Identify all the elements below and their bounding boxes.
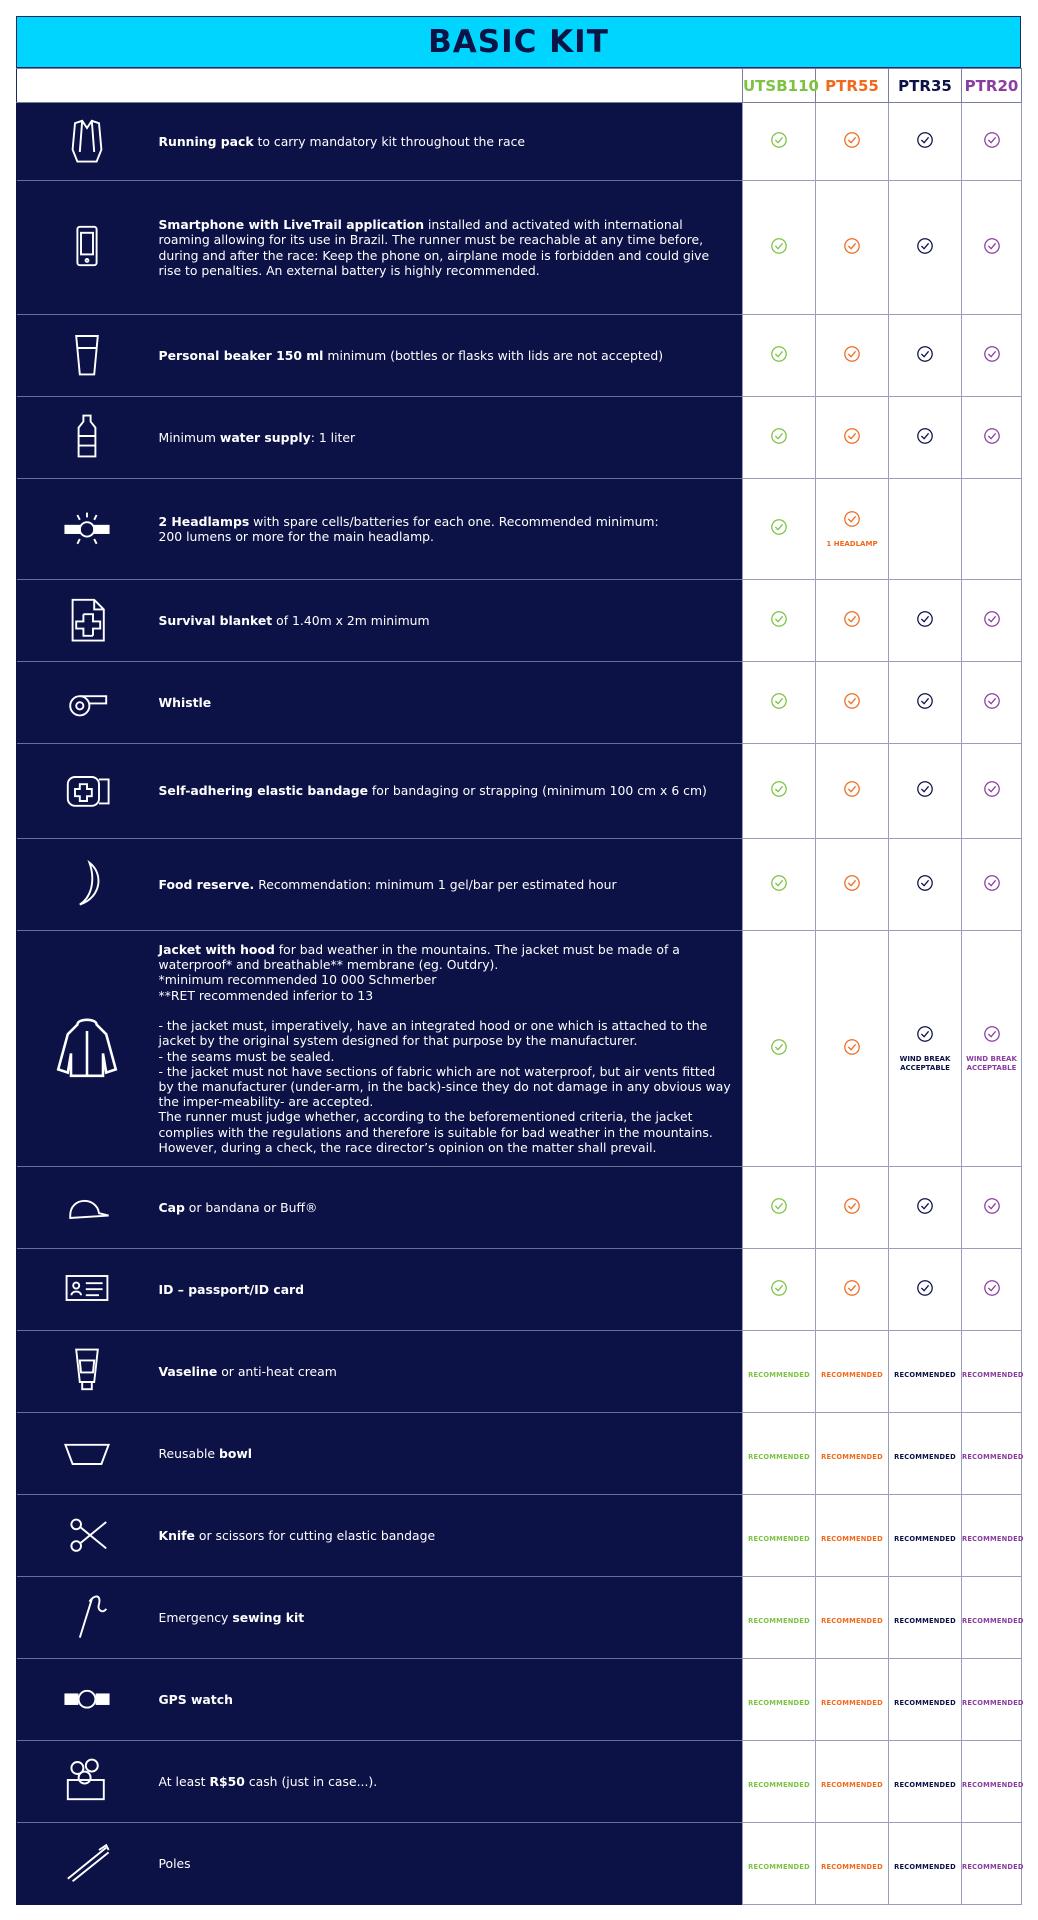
status-cell-ptr55 (816, 181, 889, 315)
check-icon (983, 874, 1001, 892)
icon-cell (17, 580, 157, 662)
header-row (17, 69, 1022, 103)
item-name: Cap (158, 1199, 185, 1215)
status-cell-ptr55 (816, 479, 889, 580)
status-cell-ptr35 (889, 1413, 962, 1495)
check-icon (770, 1038, 788, 1056)
kit-row (17, 1577, 1022, 1659)
item-description (157, 1741, 743, 1823)
status-cell-ptr35 (889, 315, 962, 397)
check-icon (843, 237, 861, 255)
status-cell-utsb110 (743, 662, 816, 744)
status-cell-ptr20 (962, 103, 1022, 181)
recommended-label: RECOMMENDED (748, 1371, 810, 1379)
status-cell-ptr35 (889, 1823, 962, 1905)
kit-row (17, 479, 1022, 580)
check-icon (983, 427, 1001, 445)
icon-cell (17, 662, 157, 744)
cream-tube-icon (63, 1346, 111, 1394)
cap-icon (63, 1182, 111, 1230)
check-icon (983, 131, 1001, 149)
kit-row (17, 1249, 1022, 1331)
status-cell-utsb110 (743, 1167, 816, 1249)
item-text (159, 613, 735, 628)
item-name: bowl (218, 1445, 253, 1461)
check-icon (916, 610, 934, 628)
item-pre: At least (158, 1773, 210, 1789)
status-cell-ptr55 (816, 744, 889, 839)
check-icon (916, 1197, 934, 1215)
status-cell-ptr20 (962, 931, 1022, 1167)
recommended-label: RECOMMENDED (894, 1371, 956, 1379)
recommended-label: RECOMMENDED (748, 1863, 810, 1871)
survival-blanket-icon (63, 595, 111, 643)
check-icon (843, 874, 861, 892)
status-cell-ptr35 (889, 1249, 962, 1331)
check-icon (770, 427, 788, 445)
icon-cell (17, 1577, 157, 1659)
status-cell-ptr55 (816, 1495, 889, 1577)
water-bottle-icon (63, 412, 111, 460)
status-cell-ptr20 (962, 1331, 1022, 1413)
check-icon (770, 345, 788, 363)
icon-cell (17, 839, 157, 931)
check-icon (916, 345, 934, 363)
check-icon (843, 692, 861, 710)
status-cell-ptr20 (962, 181, 1022, 315)
item-text (159, 514, 735, 544)
check-icon (843, 1038, 861, 1056)
kit-row (17, 1331, 1022, 1413)
recommended-label: RECOMMENDED (894, 1453, 956, 1461)
check-icon (983, 345, 1001, 363)
check-icon (843, 780, 861, 798)
status-cell-ptr35 (889, 744, 962, 839)
kit-row (17, 315, 1022, 397)
item-description (157, 479, 743, 580)
icon-cell (17, 1413, 157, 1495)
check-icon (770, 874, 788, 892)
item-detail: installed and activated with international roaming allowing for its use in Brazil. The runner must be reachable at any time before, during and after the race: Keep the phone on, airplane mode is forbidden and could give rise to penalties. An external battery is highly recommended. (158, 217, 710, 278)
kit-row (17, 580, 1022, 662)
recommended-label: RECOMMENDED (821, 1535, 883, 1543)
status-cell-ptr20 (962, 839, 1022, 931)
item-description (157, 744, 743, 839)
check-icon (983, 1279, 1001, 1297)
status-cell-utsb110 (743, 580, 816, 662)
recommended-label: RECOMMENDED (894, 1781, 956, 1789)
id-card-icon (63, 1264, 111, 1312)
kit-row (17, 181, 1022, 315)
poles-icon (63, 1838, 111, 1886)
check-icon (770, 1279, 788, 1297)
check-icon (770, 692, 788, 710)
status-cell-ptr55 (816, 1249, 889, 1331)
status-cell-utsb110 (743, 397, 816, 479)
status-cell-ptr20 (962, 1413, 1022, 1495)
status-cell-ptr35 (889, 479, 962, 580)
race-header-1: PTR55 (816, 69, 889, 103)
status-cell-utsb110 (743, 1659, 816, 1741)
check-icon (916, 874, 934, 892)
check-icon (843, 1279, 861, 1297)
item-text (159, 134, 735, 149)
recommended-label: RECOMMENDED (748, 1453, 810, 1461)
icon-cell (17, 1741, 157, 1823)
icon-cell (17, 103, 157, 181)
item-detail: or anti-heat cream (217, 1363, 337, 1379)
check-icon (770, 1197, 788, 1215)
item-name: GPS watch (158, 1691, 233, 1707)
item-text (159, 877, 735, 892)
status-cell-utsb110 (743, 1495, 816, 1577)
status-cell-ptr35 (889, 1495, 962, 1577)
status-cell-utsb110 (743, 479, 816, 580)
item-text (159, 348, 735, 363)
item-description (157, 397, 743, 479)
item-name: sewing kit (232, 1609, 305, 1625)
kit-row (17, 662, 1022, 744)
item-description (157, 1823, 743, 1905)
status-cell-ptr20 (962, 1659, 1022, 1741)
race-header-2: PTR35 (889, 69, 962, 103)
status-cell-ptr55 (816, 103, 889, 181)
backpack-icon (63, 116, 111, 164)
status-cell-utsb110 (743, 1741, 816, 1823)
item-name: Vaseline (158, 1363, 218, 1379)
recommended-label: RECOMMENDED (821, 1371, 883, 1379)
kit-sheet (16, 16, 1024, 1905)
item-text (159, 1610, 735, 1625)
item-text (159, 1364, 735, 1379)
item-detail: cash (just in case...). (244, 1773, 378, 1789)
icon-cell (17, 1495, 157, 1577)
check-icon (843, 345, 861, 363)
item-name: Running pack (158, 133, 254, 149)
status-note: WIND BREAK ACCEPTABLE (899, 1054, 951, 1072)
item-name: Whistle (158, 694, 212, 710)
check-icon (916, 692, 934, 710)
kit-row (17, 1413, 1022, 1495)
item-name: Self-adhering elastic bandage (158, 783, 368, 799)
icon-cell (17, 1331, 157, 1413)
check-icon (983, 780, 1001, 798)
check-icon (843, 1197, 861, 1215)
status-cell-ptr55 (816, 931, 889, 1167)
status-cell-ptr35 (889, 1331, 962, 1413)
item-text (159, 942, 735, 1155)
check-icon (770, 237, 788, 255)
item-name: Jacket with hood (158, 942, 275, 958)
check-icon (983, 237, 1001, 255)
check-icon (843, 610, 861, 628)
kit-row (17, 1167, 1022, 1249)
check-icon (916, 237, 934, 255)
recommended-label: RECOMMENDED (962, 1617, 1024, 1625)
status-cell-ptr20 (962, 1741, 1022, 1823)
recommended-label: RECOMMENDED (962, 1863, 1024, 1871)
check-icon (843, 510, 861, 528)
item-text (159, 783, 735, 798)
status-cell-ptr35 (889, 839, 962, 931)
item-detail: of 1.40m x 2m minimum (272, 612, 430, 628)
check-icon (983, 1025, 1001, 1043)
page-title: BASIC KIT (16, 16, 1021, 68)
cash-icon (63, 1756, 111, 1804)
check-icon (983, 1197, 1001, 1215)
status-cell-ptr20 (962, 1577, 1022, 1659)
item-detail: minimum (bottles or flasks with lids are not accepted) (323, 347, 664, 363)
icon-cell (17, 1823, 157, 1905)
status-cell-ptr20 (962, 662, 1022, 744)
status-cell-ptr55 (816, 1331, 889, 1413)
kit-row (17, 1495, 1022, 1577)
status-cell-ptr55 (816, 315, 889, 397)
item-pre: Poles (158, 1856, 191, 1872)
recommended-label: RECOMMENDED (748, 1535, 810, 1543)
icon-cell (17, 1659, 157, 1741)
status-cell-utsb110 (743, 1577, 816, 1659)
recommended-label: RECOMMENDED (894, 1617, 956, 1625)
item-detail: for bad weather in the mountains. The jacket must be made of a waterproof* and breathable** membrane (eg. Outdry). *minimum recommended 10 000 Schmerber **RET recommended inferior to 13 - the jacket must, imperatively, have an integrated hood or one which is attached to the jacket by the original system designed for that purpose by the manufacturer. - the seams must be sealed. - the jacket must not have sections of fabric which are not waterproof, but air vents fitted by the manufacturer (under-arm, in the back)-since they do not damage in any obvious way the imper-meability- are accepted. The runner must judge whether, according to the beforementioned criteria, the jacket complies with the regulations and therefore is suitable for bad weather in the mountains. However, during a check, the race director’s opinion on the matter shall prevail. (158, 942, 731, 1155)
recommended-label: RECOMMENDED (962, 1535, 1024, 1543)
beaker-icon (63, 330, 111, 378)
item-description (157, 315, 743, 397)
recommended-label: RECOMMENDED (821, 1863, 883, 1871)
item-description (157, 103, 743, 181)
item-description (157, 1659, 743, 1741)
status-cell-ptr55 (816, 397, 889, 479)
item-name: R$50 (209, 1773, 245, 1789)
item-description (157, 931, 743, 1167)
recommended-label: RECOMMENDED (821, 1453, 883, 1461)
item-text (159, 1856, 735, 1871)
status-cell-ptr35 (889, 1659, 962, 1741)
recommended-label: RECOMMENDED (894, 1863, 956, 1871)
item-text (159, 1528, 735, 1543)
item-description (157, 839, 743, 931)
recommended-label: RECOMMENDED (962, 1781, 1024, 1789)
icon-cell (17, 181, 157, 315)
item-description (157, 1167, 743, 1249)
whistle-icon (63, 677, 111, 725)
item-name: Food reserve. (158, 876, 255, 892)
status-cell-ptr20 (962, 1823, 1022, 1905)
item-description (157, 1413, 743, 1495)
status-cell-ptr35 (889, 580, 962, 662)
recommended-label: RECOMMENDED (962, 1699, 1024, 1707)
item-detail: Recommendation: minimum 1 gel/bar per estimated hour (254, 876, 617, 892)
item-pre: Reusable (158, 1445, 219, 1461)
status-cell-ptr55 (816, 1659, 889, 1741)
icon-cell (17, 1167, 157, 1249)
race-header-3: PTR20 (962, 69, 1022, 103)
smartphone-icon (63, 222, 111, 270)
status-cell-ptr55 (816, 839, 889, 931)
status-cell-utsb110 (743, 1331, 816, 1413)
status-cell-utsb110 (743, 1249, 816, 1331)
status-cell-utsb110 (743, 1413, 816, 1495)
status-cell-ptr20 (962, 479, 1022, 580)
status-cell-ptr20 (962, 1167, 1022, 1249)
item-name: Smartphone with LiveTrail application (158, 217, 425, 233)
item-text (159, 1446, 735, 1461)
gps-watch-icon (63, 1674, 111, 1722)
check-icon (770, 610, 788, 628)
item-description (157, 1577, 743, 1659)
status-cell-ptr55 (816, 662, 889, 744)
kit-row (17, 103, 1022, 181)
item-text (159, 1200, 735, 1215)
check-icon (983, 692, 1001, 710)
icon-cell (17, 1249, 157, 1331)
item-description (157, 1495, 743, 1577)
check-icon (916, 1025, 934, 1043)
check-icon (983, 610, 1001, 628)
status-cell-ptr20 (962, 397, 1022, 479)
check-icon (770, 518, 788, 536)
bowl-icon (63, 1428, 111, 1476)
check-icon (916, 427, 934, 445)
status-cell-ptr35 (889, 181, 962, 315)
needle-icon (63, 1592, 111, 1640)
kit-row (17, 931, 1022, 1167)
item-text (159, 430, 735, 445)
item-description (157, 580, 743, 662)
status-cell-ptr55 (816, 1741, 889, 1823)
scissors-icon (63, 1510, 111, 1558)
item-detail: or bandana or Buff® (184, 1199, 318, 1215)
icon-cell (17, 479, 157, 580)
item-description (157, 181, 743, 315)
status-note: WIND BREAK ACCEPTABLE (966, 1054, 1017, 1072)
recommended-label: RECOMMENDED (894, 1535, 956, 1543)
recommended-label: RECOMMENDED (821, 1617, 883, 1625)
item-text (159, 1774, 735, 1789)
item-detail: to carry mandatory kit throughout the race (253, 133, 526, 149)
status-cell-ptr35 (889, 1577, 962, 1659)
item-description (157, 1331, 743, 1413)
recommended-label: RECOMMENDED (748, 1699, 810, 1707)
status-cell-utsb110 (743, 315, 816, 397)
status-cell-ptr35 (889, 103, 962, 181)
status-cell-ptr20 (962, 1495, 1022, 1577)
item-name: ID – passport/ID card (158, 1281, 305, 1297)
item-description (157, 1249, 743, 1331)
status-cell-ptr35 (889, 1741, 962, 1823)
check-icon (770, 780, 788, 798)
status-cell-ptr55 (816, 1413, 889, 1495)
item-text (159, 1692, 735, 1707)
item-text (159, 217, 735, 278)
item-name: 2 Headlamps (158, 513, 250, 529)
status-cell-ptr20 (962, 1249, 1022, 1331)
headlamp-icon (63, 503, 111, 551)
icon-cell (17, 931, 157, 1167)
kit-row (17, 397, 1022, 479)
jacket-icon (55, 1015, 119, 1079)
kit-row (17, 839, 1022, 931)
status-cell-ptr55 (816, 1167, 889, 1249)
item-pre: Emergency (158, 1609, 233, 1625)
bandage-icon (63, 765, 111, 813)
check-icon (770, 131, 788, 149)
status-cell-utsb110 (743, 1823, 816, 1905)
status-cell-ptr55 (816, 1823, 889, 1905)
item-text (159, 1282, 735, 1297)
check-icon (916, 131, 934, 149)
status-cell-utsb110 (743, 931, 816, 1167)
status-cell-ptr35 (889, 931, 962, 1167)
status-cell-ptr35 (889, 397, 962, 479)
recommended-label: RECOMMENDED (748, 1617, 810, 1625)
check-icon (843, 427, 861, 445)
item-detail: or scissors for cutting elastic bandage (194, 1527, 436, 1543)
kit-row (17, 1659, 1022, 1741)
header-blank (17, 69, 743, 103)
recommended-label: RECOMMENDED (821, 1781, 883, 1789)
recommended-label: RECOMMENDED (962, 1371, 1024, 1379)
status-cell-ptr35 (889, 1167, 962, 1249)
item-detail: : 1 liter (310, 429, 356, 445)
status-cell-ptr20 (962, 580, 1022, 662)
item-description (157, 662, 743, 744)
status-cell-ptr35 (889, 662, 962, 744)
check-icon (843, 131, 861, 149)
status-cell-utsb110 (743, 839, 816, 931)
status-cell-ptr55 (816, 580, 889, 662)
icon-cell (17, 744, 157, 839)
item-detail: with spare cells/batteries for each one. Recommended minimum: 200 lumens or more for the main headlamp. (158, 513, 659, 544)
check-icon (916, 780, 934, 798)
icon-cell (17, 397, 157, 479)
check-icon (916, 1279, 934, 1297)
banana-icon (63, 859, 111, 907)
item-name: Knife (158, 1527, 195, 1543)
kit-row (17, 1741, 1022, 1823)
recommended-label: RECOMMENDED (821, 1699, 883, 1707)
item-text (159, 695, 735, 710)
kit-row (17, 1823, 1022, 1905)
status-cell-utsb110 (743, 744, 816, 839)
status-cell-ptr20 (962, 315, 1022, 397)
recommended-label: RECOMMENDED (894, 1699, 956, 1707)
item-name: Personal beaker 150 ml (158, 347, 324, 363)
item-name: Survival blanket (158, 612, 273, 628)
status-cell-utsb110 (743, 103, 816, 181)
item-detail: for bandaging or strapping (minimum 100 cm x 6 cm) (367, 783, 707, 799)
recommended-label: RECOMMENDED (962, 1453, 1024, 1461)
icon-cell (17, 315, 157, 397)
kit-row (17, 744, 1022, 839)
kit-table (16, 68, 1022, 1905)
status-note: 1 HEADLAMP (826, 539, 878, 548)
item-pre: Minimum (158, 429, 220, 445)
status-cell-ptr20 (962, 744, 1022, 839)
race-header-0: UTSB110 (743, 69, 816, 103)
recommended-label: RECOMMENDED (748, 1781, 810, 1789)
status-cell-ptr55 (816, 1577, 889, 1659)
status-cell-utsb110 (743, 181, 816, 315)
item-name: water supply (219, 429, 311, 445)
